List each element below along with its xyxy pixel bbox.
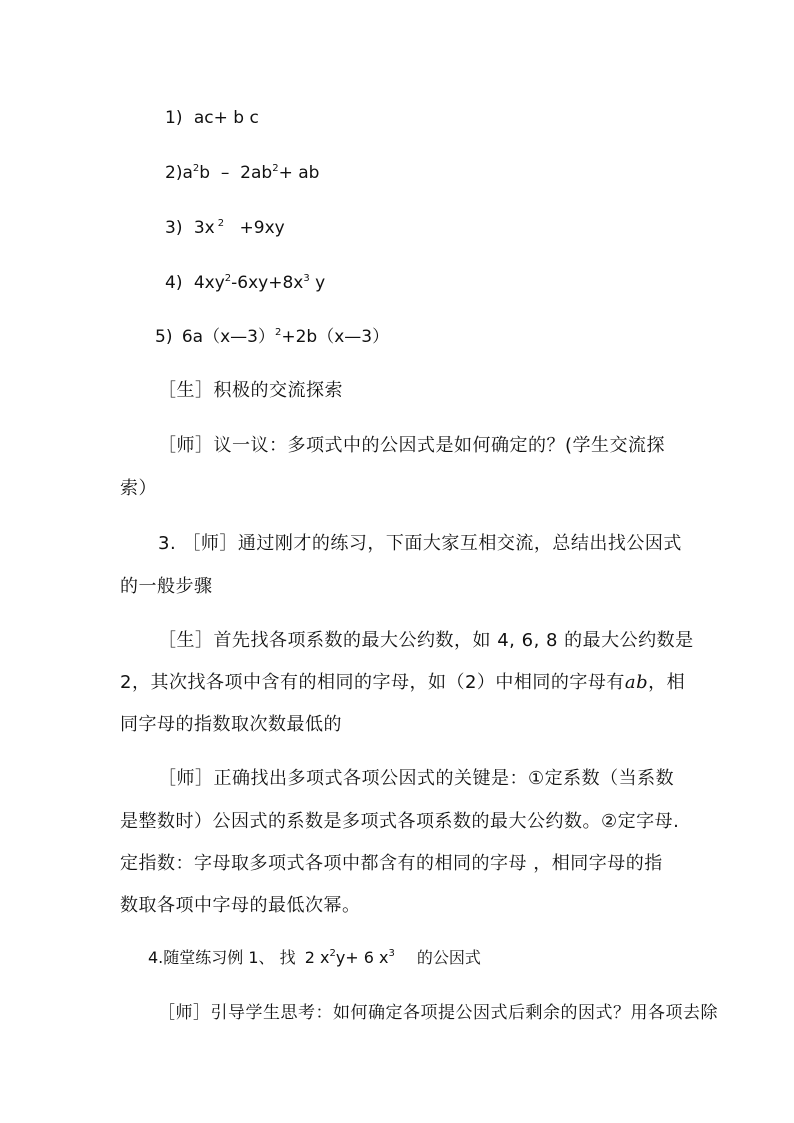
exercise-5 xyxy=(155,326,389,348)
exponent: 2 xyxy=(192,163,200,174)
student-steps-line-3: 同字母的指数取次数最低的 xyxy=(120,714,342,735)
expression-part: +2b（x—3） xyxy=(281,327,390,347)
exponent: 2 xyxy=(274,327,282,338)
teacher-key-line-3: 定指数：字母取多项式各项中都含有的相同的字母 ，相同字母的指 xyxy=(120,853,663,874)
exponent: 3 xyxy=(303,273,310,284)
expression-part: 6a（x—3） xyxy=(181,327,275,347)
student-steps-line-2 xyxy=(120,672,685,694)
math-expression: y+ 6 x xyxy=(335,948,389,967)
math-expression: 2 x xyxy=(304,948,330,967)
exercise-number: 2) xyxy=(165,163,183,183)
math-variable: ab xyxy=(624,672,649,693)
exercise-number: 3) xyxy=(165,218,183,238)
exercise-1 xyxy=(165,107,259,129)
expression-part: 4xy xyxy=(193,273,225,293)
step-3-line-1: 3. ［师］通过刚才的练习，下面大家互相交流，总结出找公因式 xyxy=(158,533,682,554)
exponent: 2 xyxy=(329,948,336,959)
teacher-question-line-1: ［师］议一议：多项式中的公因式是如何确定的？(学生交流探 xyxy=(158,435,666,456)
expression-part: 3x xyxy=(193,218,215,238)
exercise-4 xyxy=(165,272,325,294)
text-segment: ，相 xyxy=(648,672,686,693)
exercise-2 xyxy=(165,162,319,184)
teacher-key-line-2: 是整数时）公因式的系数是多项式各项系数的最大公约数。②定字母. xyxy=(120,811,680,832)
expression-part: +9xy xyxy=(239,218,285,238)
teacher-key-line-1: ［师］正确找出多项式各项公因式的关键是：①定系数（当系数 xyxy=(158,768,675,789)
exponent: 2 xyxy=(217,218,225,229)
step-3-line-2: 的一般步骤 xyxy=(120,576,213,597)
practice-example-line xyxy=(148,947,481,969)
text-segment: 2，其次找各项中含有的相同的字母，如（2）中相同的字母有 xyxy=(120,672,625,693)
student-steps-line-1: ［生］首先找各项系数的最大公约数，如 4, 6, 8 的最大公约数是 xyxy=(158,630,694,651)
exponent: 2 xyxy=(272,163,279,174)
exercise-expression: ac+ b c xyxy=(193,108,259,128)
expression-part: b – 2ab xyxy=(199,163,273,183)
teacher-question-line-2: 索） xyxy=(120,478,157,499)
exercise-number: 5) xyxy=(155,327,173,347)
text-segment: 的公因式 xyxy=(416,948,481,967)
exercise-3 xyxy=(165,217,285,239)
expression-part: a xyxy=(182,163,193,183)
exercise-number: 1) xyxy=(165,108,183,128)
exercise-number: 4) xyxy=(165,273,183,293)
expression-part: + ab xyxy=(278,163,320,183)
text-segment: 4.随堂练习例 1、 找 xyxy=(148,948,301,967)
expression-part: -6xy+8x xyxy=(231,273,304,293)
expression-part: y xyxy=(315,273,326,293)
teacher-guide-line: ［师］引导学生思考：如何确定各项提公因式后剩余的因式？用各项去除 xyxy=(158,1003,718,1023)
teacher-key-line-4: 数取各项中字母的最低次幂。 xyxy=(120,895,361,916)
student-response-paragraph: ［生］积极的交流探索 xyxy=(158,380,343,401)
exponent: 2 xyxy=(224,273,232,284)
exponent: 3 xyxy=(388,948,395,959)
